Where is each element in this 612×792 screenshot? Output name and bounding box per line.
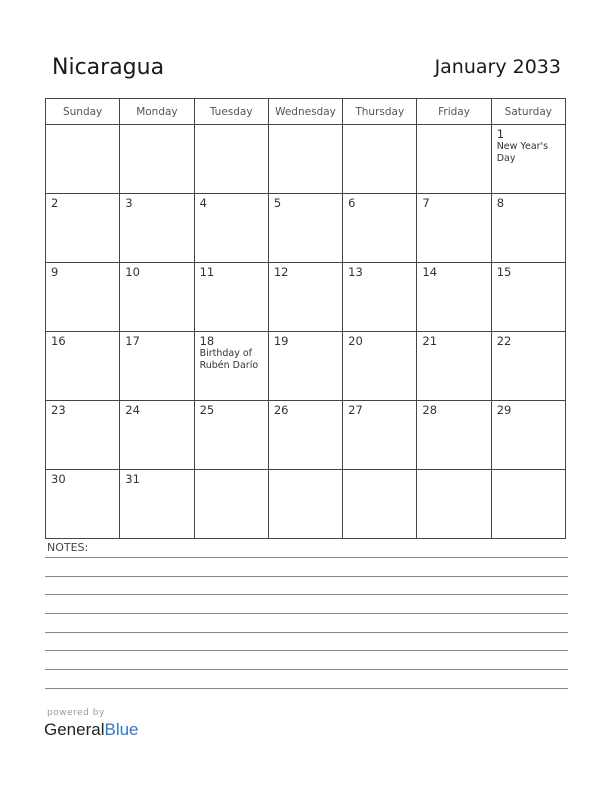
week-row bbox=[46, 263, 566, 332]
day-cell[interactable] bbox=[343, 263, 417, 332]
day-cell[interactable] bbox=[194, 263, 268, 332]
day-number: 9 bbox=[51, 265, 59, 279]
day-number: 17 bbox=[125, 334, 140, 348]
weekday-friday: Friday bbox=[417, 99, 491, 125]
notes-line bbox=[45, 632, 568, 633]
day-cell[interactable] bbox=[491, 332, 565, 401]
day-number: 11 bbox=[199, 265, 215, 279]
day-cell[interactable] bbox=[120, 401, 194, 470]
day-number: 3 bbox=[125, 196, 133, 210]
weekday-header-row bbox=[46, 99, 566, 125]
day-cell[interactable] bbox=[194, 194, 268, 263]
weekday-sunday: Sunday bbox=[46, 99, 120, 125]
powered-by-text: powered by bbox=[47, 708, 105, 718]
day-number: 22 bbox=[496, 334, 512, 348]
notes-label: NOTES: bbox=[47, 541, 89, 554]
day-number: 6 bbox=[348, 196, 356, 210]
day-number: 31 bbox=[125, 472, 140, 486]
day-cell[interactable] bbox=[343, 470, 417, 539]
day-cell[interactable] bbox=[194, 401, 268, 470]
country-title: Nicaragua bbox=[52, 55, 165, 80]
day-cell[interactable] bbox=[343, 401, 417, 470]
day-cell[interactable] bbox=[491, 263, 565, 332]
day-cell[interactable] bbox=[268, 470, 342, 539]
day-cell[interactable] bbox=[268, 332, 342, 401]
day-number: 14 bbox=[422, 265, 438, 279]
brand-blue: Blue bbox=[104, 720, 139, 739]
day-cell[interactable] bbox=[268, 194, 342, 263]
day-cell[interactable] bbox=[343, 332, 417, 401]
day-number: 1 bbox=[496, 127, 505, 141]
day-number: 18 bbox=[199, 334, 215, 348]
notes-line bbox=[45, 594, 568, 595]
day-cell[interactable] bbox=[268, 401, 342, 470]
day-cell[interactable] bbox=[343, 125, 417, 194]
day-cell[interactable] bbox=[417, 332, 491, 401]
day-cell[interactable] bbox=[268, 125, 342, 194]
day-number: 8 bbox=[496, 196, 505, 210]
day-number: 27 bbox=[348, 403, 363, 417]
day-number: 28 bbox=[422, 403, 438, 417]
day-number: 24 bbox=[125, 403, 140, 417]
week-row bbox=[46, 194, 566, 263]
day-cell[interactable] bbox=[417, 470, 491, 539]
month-year-title: January 2033 bbox=[434, 56, 561, 78]
day-cell[interactable] bbox=[120, 194, 194, 263]
day-number: 10 bbox=[125, 265, 140, 279]
day-cell[interactable] bbox=[46, 332, 120, 401]
day-cell[interactable] bbox=[491, 470, 565, 539]
calendar-grid bbox=[45, 98, 566, 539]
day-cell[interactable] bbox=[194, 332, 268, 401]
day-number: 12 bbox=[273, 265, 289, 279]
day-number: 7 bbox=[422, 196, 430, 210]
day-cell[interactable] bbox=[46, 470, 120, 539]
day-cell[interactable] bbox=[417, 194, 491, 263]
week-row bbox=[46, 332, 566, 401]
day-cell[interactable] bbox=[46, 194, 120, 263]
day-cell[interactable] bbox=[46, 401, 120, 470]
day-cell[interactable] bbox=[491, 401, 565, 470]
day-cell[interactable] bbox=[194, 470, 268, 539]
day-cell[interactable] bbox=[343, 194, 417, 263]
weekday-saturday: Saturday bbox=[491, 99, 565, 125]
brand-logo[interactable] bbox=[44, 720, 139, 740]
day-cell[interactable] bbox=[417, 125, 491, 194]
week-row bbox=[46, 125, 566, 194]
day-cell[interactable] bbox=[120, 125, 194, 194]
day-cell[interactable] bbox=[194, 125, 268, 194]
day-cell[interactable] bbox=[268, 263, 342, 332]
day-cell[interactable] bbox=[46, 263, 120, 332]
day-number: 13 bbox=[348, 265, 363, 279]
week-row bbox=[46, 470, 566, 539]
notes-line bbox=[45, 613, 568, 614]
day-cell[interactable] bbox=[491, 125, 565, 194]
notes-line bbox=[45, 669, 568, 670]
holiday-label: New Year's Day bbox=[496, 141, 549, 164]
weekday-monday: Monday bbox=[120, 99, 194, 125]
day-cell[interactable] bbox=[491, 194, 565, 263]
notes-line bbox=[45, 650, 568, 651]
day-number: 26 bbox=[273, 403, 289, 417]
day-number: 25 bbox=[199, 403, 215, 417]
brand-general: General bbox=[44, 720, 105, 739]
notes-line bbox=[45, 557, 568, 558]
day-number: 15 bbox=[496, 265, 512, 279]
day-cell[interactable] bbox=[120, 332, 194, 401]
day-number: 16 bbox=[51, 334, 66, 348]
week-row bbox=[46, 401, 566, 470]
day-number: 5 bbox=[273, 196, 282, 210]
notes-line bbox=[45, 688, 568, 689]
day-cell[interactable] bbox=[417, 401, 491, 470]
day-number: 30 bbox=[51, 472, 66, 486]
day-cell[interactable] bbox=[120, 470, 194, 539]
day-cell[interactable] bbox=[417, 263, 491, 332]
day-cell[interactable] bbox=[46, 125, 120, 194]
day-number: 29 bbox=[496, 403, 512, 417]
day-number: 21 bbox=[422, 334, 438, 348]
day-number: 19 bbox=[273, 334, 289, 348]
calendar-body bbox=[46, 125, 566, 539]
weekday-wednesday: Wednesday bbox=[268, 99, 342, 125]
holiday-label: Birthday of Rubén Darío bbox=[199, 348, 259, 371]
weekday-thursday: Thursday bbox=[343, 99, 417, 125]
day-number: 20 bbox=[348, 334, 363, 348]
weekday-tuesday: Tuesday bbox=[194, 99, 268, 125]
day-number: 4 bbox=[199, 196, 207, 210]
day-cell[interactable] bbox=[120, 263, 194, 332]
day-number: 23 bbox=[51, 403, 66, 417]
notes-line bbox=[45, 576, 568, 577]
day-number: 2 bbox=[51, 196, 59, 210]
